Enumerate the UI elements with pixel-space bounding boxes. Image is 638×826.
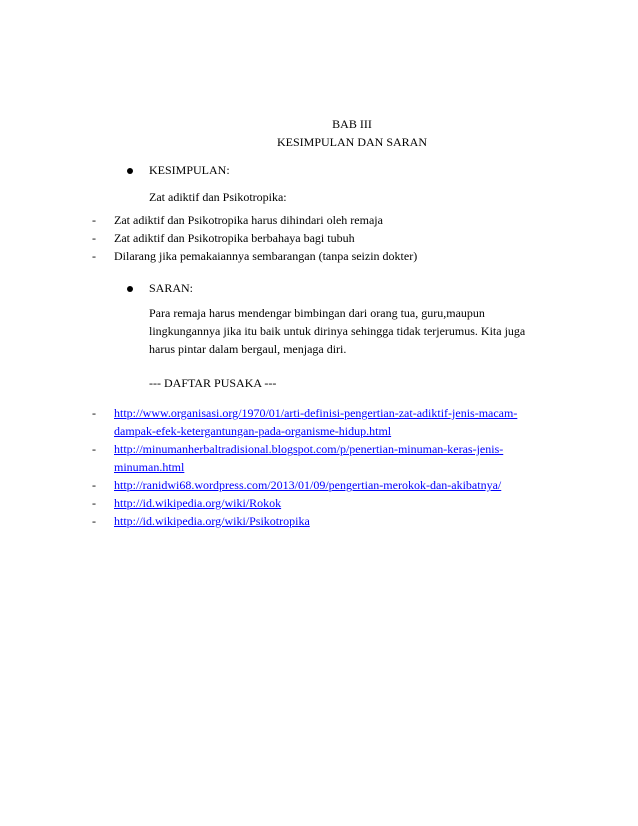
chapter-number: BAB III <box>332 117 372 131</box>
reference-item <box>92 512 517 530</box>
link-line: http://minumanherbaltradisional.blogspot.com/p/penertian-minuman-keras-jenis- <box>114 442 504 456</box>
chapter-title: KESIMPULAN DAN SARAN <box>276 135 427 149</box>
list-item-text: Zat adiktif dan Psikotropika berbahaya bagi tubuh <box>114 231 355 245</box>
list-item <box>92 247 417 265</box>
link-line: minuman.html <box>114 460 185 474</box>
dash-marker: - <box>92 406 96 420</box>
dash-marker: - <box>92 249 96 263</box>
link-line: http://ranidwi68.wordpress.com/2013/01/09/pengertian-merokok-dan-akibatnya/ <box>114 478 502 492</box>
reference-link[interactable] <box>114 494 517 512</box>
paragraph-line: lingkungannya jika itu baik untuk dirinya sehingga tidak terjerumus. Kita juga <box>149 324 526 338</box>
daftar-pusaka-heading: --- DAFTAR PUSAKA --- <box>149 376 277 390</box>
reference-item <box>92 440 517 476</box>
dash-marker: - <box>92 231 96 245</box>
list-item <box>92 229 417 247</box>
reference-item <box>92 476 517 494</box>
reference-link[interactable] <box>114 512 517 530</box>
dash-marker: - <box>92 514 96 528</box>
link-line: http://www.organisasi.org/1970/01/arti-definisi-pengertian-zat-adiktif-jenis-macam- <box>114 406 518 420</box>
dash-marker: - <box>92 478 96 492</box>
reference-item <box>92 494 517 512</box>
link-line: dampak-efek-ketergantungan-pada-organisme-hidup.html <box>114 424 392 438</box>
reference-list <box>92 404 517 530</box>
list-item-text: Dilarang jika pemakaiannya sembarangan (tanpa seizin dokter) <box>114 249 418 263</box>
kesimpulan-heading-text: KESIMPULAN: <box>149 163 230 177</box>
reference-link[interactable] <box>114 440 517 476</box>
saran-heading-text: SARAN: <box>149 281 194 295</box>
reference-item <box>92 404 517 440</box>
link-line: http://id.wikipedia.org/wiki/Rokok <box>114 496 282 510</box>
bullet-icon <box>127 286 133 292</box>
list-item <box>92 211 417 229</box>
paragraph-line: Para remaja harus mendengar bimbingan dari orang tua, guru,maupun <box>149 306 485 320</box>
paragraph-line: harus pintar dalam bergaul, menjaga diri. <box>149 342 347 356</box>
reference-link[interactable] <box>114 404 517 440</box>
dash-marker: - <box>92 496 96 510</box>
list-item-text: Zat adiktif dan Psikotropika harus dihindari oleh remaja <box>114 213 383 227</box>
link-line: http://id.wikipedia.org/wiki/Psikotropika <box>114 514 310 528</box>
bullet-icon <box>127 168 133 174</box>
kesimpulan-subheading: Zat adiktif dan Psikotropika: <box>149 190 287 204</box>
dash-marker: - <box>92 442 96 456</box>
dash-marker: - <box>92 213 96 227</box>
kesimpulan-list <box>92 211 417 265</box>
saran-paragraph <box>149 304 549 358</box>
reference-link[interactable] <box>114 476 517 494</box>
